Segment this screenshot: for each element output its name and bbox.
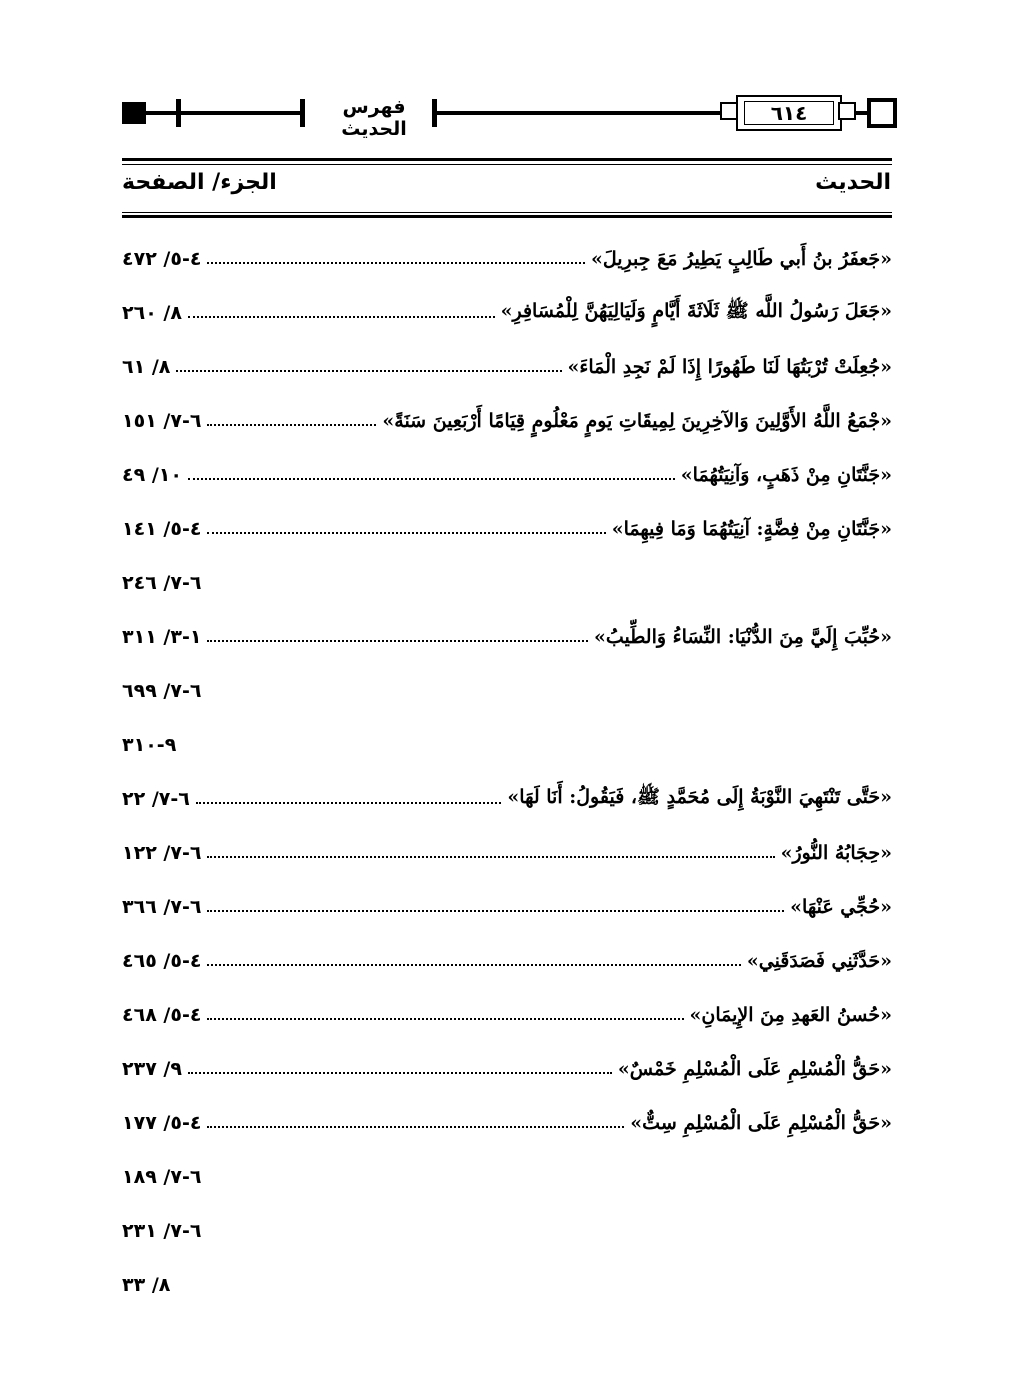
hadith-text: «جَنَّتَانِ مِنْ فِضَّةٍ: آنِيَتُهُمَا وَمَا فِيهِمَا»: [611, 518, 892, 540]
volume-page-ref: ١٠/ ٤٩: [122, 464, 182, 486]
index-entry: [122, 448, 892, 502]
dot-leader: [207, 262, 585, 264]
hadith-text: «حُبِّبَ إِلَيَّ مِنَ الدُّنْيَا: النِّسَاءُ وَالطِّيبُ»: [593, 626, 892, 648]
index-entry: [122, 718, 892, 772]
dot-leader: [188, 478, 675, 480]
running-header: [122, 92, 892, 138]
volume-page-ref: ٤-٥/ ٤٧٢: [122, 248, 202, 270]
volume-page-ref: ٨/ ٣٣: [122, 1274, 171, 1296]
index-entry: [122, 988, 892, 1042]
volume-page-ref: ١-٣/ ٣١١: [122, 626, 202, 648]
header-ornament-block: [122, 102, 146, 124]
volume-page-ref: ٤-٥/ ١٤١: [122, 518, 202, 540]
index-entry: [122, 1150, 892, 1204]
dot-leader: [176, 370, 561, 372]
index-entry: [122, 556, 892, 610]
hadith-text: «حَقُّ الْمُسْلِمِ عَلَى الْمُسْلِمِ خَمْسٌ»: [617, 1058, 892, 1080]
page-number: ٦١٤: [770, 101, 808, 125]
index-entry: [122, 1258, 892, 1312]
column-heading-hadith: الحديث: [815, 170, 891, 195]
volume-page-ref: ٦-٧/ ١٨٩: [122, 1166, 202, 1188]
volume-page-ref: ٩-٣١٠: [122, 734, 177, 756]
hadith-text: «حَدَّثَنِي فَصَدَقَنِي»: [746, 950, 892, 972]
volume-page-ref: ٤-٥/ ٤٦٨: [122, 1004, 202, 1026]
volume-page-ref: ٦-٧/ ٦٩٩: [122, 680, 202, 702]
hadith-text: «جْمَعُ اللَّهُ الأَوَّلِينَ وَالآخِرِينَ لِمِيقَاتِ يَومٍ مَعْلُومٍ قِيَامًا أَرْبَعِينَ سَنَةً»: [382, 410, 892, 432]
header-rule: [437, 111, 737, 115]
volume-page-ref: ٤-٥/ ٤٦٥: [122, 950, 202, 972]
index-entry: [122, 610, 892, 664]
header-rule: [181, 111, 301, 115]
dot-leader: [207, 640, 587, 642]
index-entry: [122, 502, 892, 556]
hadith-text: «جَعَلَ رَسُولُ اللَّه ﷺ ثَلَاثَةَ أَيَّامٍ وَلَيَالِيَهُنَّ لِلْمُسَافِرِ»: [500, 300, 892, 322]
header-rule: [146, 111, 176, 115]
dot-leader: [207, 424, 376, 426]
dot-leader: [207, 964, 740, 966]
hadith-text: «جَعفَرُ بنُ أَبي طَالِبٍ يَطِيرُ مَعَ جِبرِيلَ»: [591, 248, 892, 270]
volume-page-ref: ٨/ ٦١: [122, 356, 171, 378]
page-number-frame: [736, 95, 842, 131]
dot-leader: [207, 1018, 683, 1020]
dot-leader: [207, 856, 774, 858]
volume-page-ref: ٤-٥/ ١٧٧: [122, 1112, 202, 1134]
hadith-text: «جَنَّتَانِ مِنْ ذَهَبٍ، وَآنِيَتُهُمَا»: [680, 464, 892, 486]
volume-page-ref: ٩/ ٢٣٧: [122, 1058, 182, 1080]
index-entry: [122, 772, 892, 826]
hadith-text: «حُجِّي عَنْهَا»: [790, 896, 892, 918]
index-entry: [122, 880, 892, 934]
index-entry: [122, 664, 892, 718]
hadith-index-list: [122, 232, 892, 1312]
hadith-text: «حَتَّى تَنْتَهِيَ النَّوْبَةُ إِلَى مُحَمَّدٍ ﷺ، فَيَقُولُ: أَنَا لَهَا»: [507, 786, 892, 808]
index-entry: [122, 826, 892, 880]
table-top-rule-thin: [122, 164, 892, 165]
running-title: فهرس الحديث: [318, 96, 430, 140]
index-entry: [122, 394, 892, 448]
index-entry: [122, 1204, 892, 1258]
index-entry: [122, 934, 892, 988]
column-heading-page: الجزء/ الصفحة: [122, 170, 277, 195]
volume-page-ref: ٦-٧/ ٢٤٦: [122, 572, 202, 594]
volume-page-ref: ٨/ ٢٦٠: [122, 302, 182, 324]
dot-leader: [188, 316, 495, 318]
hadith-text: «حِجَابُهُ النُّورُ»: [780, 842, 892, 864]
hadith-text: «حُسنُ العَهدِ مِنَ الإِيمَانِ»: [689, 1004, 892, 1026]
index-entry: [122, 340, 892, 394]
volume-page-ref: ٦-٧/ ٣٦٦: [122, 896, 202, 918]
index-entry: [122, 286, 892, 340]
volume-page-ref: ٦-٧/ ١٢٢: [122, 842, 202, 864]
dot-leader: [196, 802, 502, 804]
table-header-rule-thin: [122, 212, 892, 213]
header-ornament-bar: [300, 99, 305, 127]
dot-leader: [188, 1072, 612, 1074]
header-ornament-square: [867, 98, 897, 128]
dot-leader: [207, 532, 605, 534]
index-entry: [122, 1096, 892, 1150]
volume-page-ref: ٦-٧/ ٢٢: [122, 788, 190, 810]
volume-page-ref: ٦-٧/ ١٥١: [122, 410, 202, 432]
volume-page-ref: ٦-٧/ ٢٣١: [122, 1220, 202, 1242]
hadith-text: «جُعِلَتْ تُرْبَتُهَا لَنَا طَهُورًا إِذَا لَمْ نَجِدِ الْمَاءَ»: [567, 356, 892, 378]
table-top-rule: [122, 158, 892, 161]
table-header-rule: [122, 215, 892, 218]
hadith-text: «حَقُّ الْمُسْلِمِ عَلَى الْمُسْلِمِ سِتٌّ»: [630, 1112, 892, 1134]
dot-leader: [207, 910, 784, 912]
index-entry: [122, 1042, 892, 1096]
dot-leader: [207, 1126, 624, 1128]
index-entry: [122, 232, 892, 286]
header-rule: [854, 111, 868, 115]
